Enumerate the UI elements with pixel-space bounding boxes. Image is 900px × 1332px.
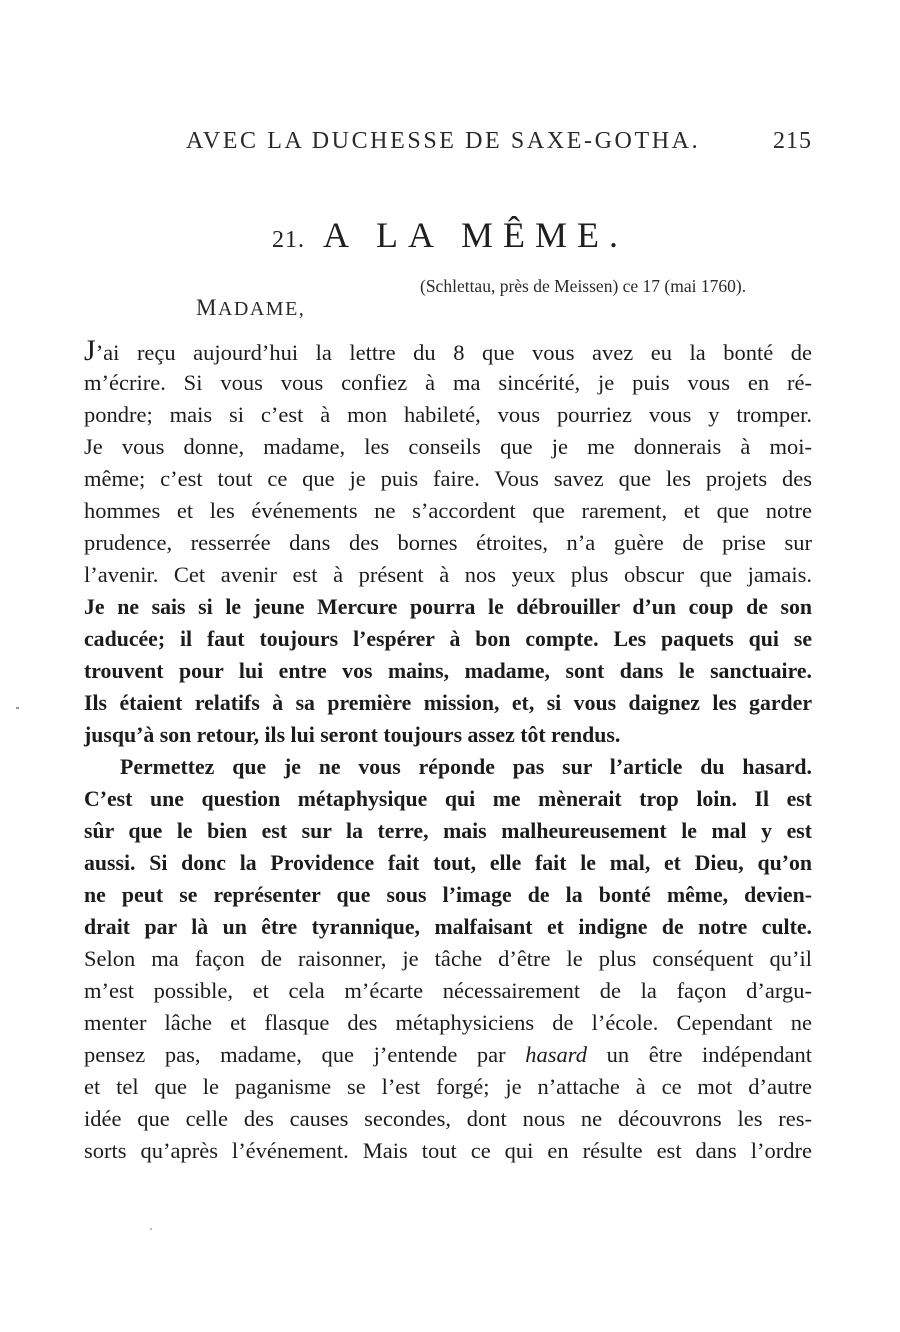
letter-body xyxy=(84,335,812,1167)
letter-title: A LA MÊME. xyxy=(322,215,628,255)
paragraph-1-line: même; c’est tout ce que je puis faire. Vous savez que les projets des xyxy=(84,466,812,491)
italic-line-after: un être indépendant xyxy=(606,1042,813,1067)
paragraph-1-line: caducée; il faut toujours l’espérer à bon compte. Les paquets qui se xyxy=(84,627,812,651)
paragraph-2-line: et tel que le paganisme se l’est forgé; je n’attache à ce mot d’autre xyxy=(84,1074,812,1099)
paragraph-2-line xyxy=(84,1039,812,1071)
paragraph-1-line: Ils étaient relatifs à sa première mission, et, si vous daignez les garder xyxy=(84,691,812,715)
margin-mark xyxy=(16,707,19,709)
running-title: AVEC LA DUCHESSE DE SAXE-GOTHA. xyxy=(186,128,701,154)
paragraph-2-line: C’est une question métaphysique qui me mènerait trop loin. Il est xyxy=(84,787,812,811)
salutation xyxy=(196,295,305,321)
paragraph-2-line: drait par là un être tyrannique, malfaisant et indigne de notre culte. xyxy=(84,915,812,939)
paragraph-2-line: m’est possible, et cela m’écarte nécessairement de la façon d’argu- xyxy=(84,978,812,1003)
paragraph-1-line xyxy=(84,335,812,367)
paragraph-2-line: sorts qu’après l’événement. Mais tout ce qui en résulte est dans l’ordre xyxy=(84,1138,812,1163)
paragraph-1-line: jusqu’à son retour, ils lui seront toujours assez tôt rendus. xyxy=(84,723,621,747)
paragraph-1-line: trouvent pour lui entre vos mains, madame, sont dans le sanctuaire. xyxy=(84,659,812,683)
paragraph-2-line: aussi. Si donc la Providence fait tout, elle fait le mal, et Dieu, qu’on xyxy=(84,851,812,875)
salutation-initial: M xyxy=(196,295,218,320)
paragraph-1-line: l’avenir. Cet avenir est à présent à nos yeux plus obscur que jamais. xyxy=(84,562,812,587)
foot-mark xyxy=(150,1228,152,1230)
letter-number: 21. xyxy=(271,227,305,253)
paragraph-1-line: hommes et les événements ne s’accordent que rarement, et que notre xyxy=(84,498,812,523)
salutation-rest: ADAME, xyxy=(217,298,306,320)
page-number: 215 xyxy=(773,128,812,154)
first-line-text: ’ai reçu aujourd’hui la lettre du 8 que vous avez eu la bonté de xyxy=(95,340,812,365)
paragraph-1-line: prudence, resserrée dans des bornes étroites, n’a guère de prise sur xyxy=(84,530,812,555)
italic-line-before: pensez pas, madame, que j’entende par xyxy=(84,1042,506,1067)
paragraph-1-line: m’écrire. Si vous vous confiez à ma sincérité, je puis vous en ré- xyxy=(84,370,812,395)
italic-word: hasard xyxy=(525,1042,587,1067)
paragraph-1-line: Je ne sais si le jeune Mercure pourra le débrouiller d’un coup de son xyxy=(84,595,812,619)
paragraph-1-line: pondre; mais si c’est à mon habileté, vous pourriez vous y tromper. xyxy=(84,402,812,427)
paragraph-1-line: Je vous donne, madame, les conseils que je me donnerais à moi- xyxy=(84,434,812,459)
paragraph-2-line: Selon ma façon de raisonner, je tâche d’être le plus conséquent qu’il xyxy=(84,946,812,971)
paragraph-2-line: sûr que le bien est sur la terre, mais malheureusement le mal y est xyxy=(84,819,812,843)
dateline: (Schlettau, près de Meissen) ce 17 (mai 1760). xyxy=(420,276,747,296)
paragraph-2-line: idée que celle des causes secondes, dont nous ne découvrons les res- xyxy=(84,1106,812,1131)
paragraph-2-line: Permettez que je ne vous réponde pas sur l’article du hasard. xyxy=(120,755,812,779)
paragraph-2-line: menter lâche et flasque des métaphysiciens de l’école. Cependant ne xyxy=(84,1010,812,1035)
letter-heading xyxy=(0,214,900,256)
drop-cap: J xyxy=(84,334,96,367)
paragraph-2-line: ne peut se représenter que sous l’image de la bonté même, devien- xyxy=(84,883,812,907)
